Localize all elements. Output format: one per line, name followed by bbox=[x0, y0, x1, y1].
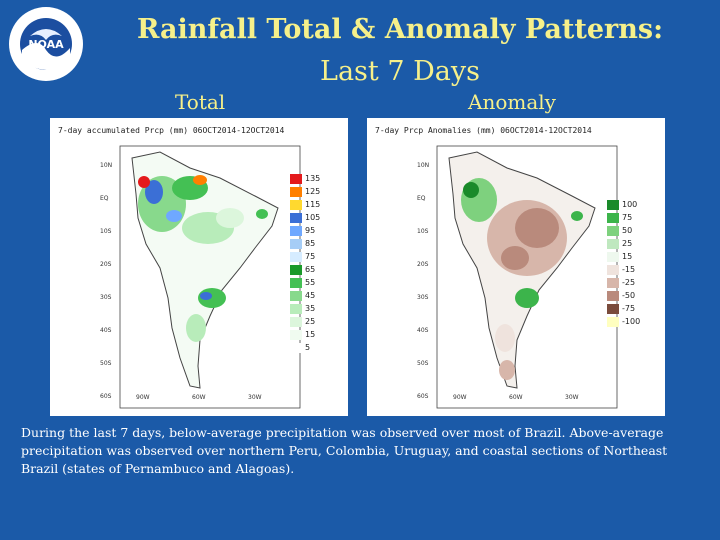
legend-value: -15 bbox=[622, 265, 636, 274]
legend-entry bbox=[290, 330, 330, 340]
y-tick-label: 40S bbox=[417, 327, 429, 334]
y-tick-label: 60S bbox=[100, 393, 112, 400]
legend-entry bbox=[607, 317, 647, 327]
slide-title: Rainfall Total & Anomaly Patterns: bbox=[136, 14, 664, 45]
legend-entry bbox=[290, 278, 330, 288]
legend-entry bbox=[290, 343, 330, 353]
legend-value: 125 bbox=[305, 187, 321, 196]
legend-swatch bbox=[290, 304, 302, 314]
legend-value: 5 bbox=[305, 343, 311, 352]
legend-entry bbox=[607, 265, 647, 275]
legend-value: 15 bbox=[622, 252, 633, 261]
legend-entry bbox=[290, 187, 330, 197]
x-tick-label: 60W bbox=[509, 394, 523, 401]
y-tick-label: 40S bbox=[100, 327, 112, 334]
y-tick-label: 10S bbox=[417, 228, 429, 235]
legend-entry bbox=[290, 291, 330, 301]
legend-value: 85 bbox=[305, 239, 316, 248]
legend-swatch bbox=[607, 291, 619, 301]
legend-swatch bbox=[290, 226, 302, 236]
legend-swatch bbox=[290, 239, 302, 249]
legend-value: -100 bbox=[622, 317, 641, 326]
legend-value: 45 bbox=[305, 291, 316, 300]
legend-entry bbox=[607, 213, 647, 223]
legend-value: 135 bbox=[305, 174, 321, 183]
y-tick-label: 10N bbox=[100, 162, 113, 169]
legend-swatch bbox=[607, 226, 619, 236]
legend-swatch bbox=[290, 291, 302, 301]
legend-value: 25 bbox=[622, 239, 633, 248]
legend-swatch bbox=[607, 200, 619, 210]
legend-entry bbox=[607, 200, 647, 210]
legend-swatch bbox=[290, 213, 302, 223]
legend-swatch bbox=[290, 174, 302, 184]
y-tick-label: 10S bbox=[100, 228, 112, 235]
caption-text: During the last 7 days, below-average precipitation was observed over most of Brazil. Above-average precipitation was observed over northern Peru, Colombia, Uruguay, and coastal sections of Northeast Brazil (states of Pernambuco and Alagoas). bbox=[21, 425, 668, 476]
total-map-title: 7-day accumulated Prcp (mm) 06OCT2014-12OCT2014 bbox=[58, 126, 285, 135]
legend-value: 15 bbox=[305, 330, 316, 339]
legend-swatch bbox=[290, 252, 302, 262]
total-column-label: Total bbox=[175, 90, 226, 114]
legend-entry bbox=[607, 252, 647, 262]
legend-entry bbox=[290, 317, 330, 327]
legend-entry bbox=[607, 278, 647, 288]
legend-value: -25 bbox=[622, 278, 636, 287]
x-tick-label: 90W bbox=[136, 394, 150, 401]
legend-entry bbox=[290, 200, 330, 210]
x-tick-label: 30W bbox=[248, 394, 262, 401]
legend-swatch bbox=[607, 239, 619, 249]
x-tick-label: 30W bbox=[565, 394, 579, 401]
legend-swatch bbox=[290, 187, 302, 197]
y-tick-label: 20S bbox=[417, 261, 429, 268]
legend-entry bbox=[290, 304, 330, 314]
legend-swatch bbox=[290, 317, 302, 327]
legend-swatch bbox=[290, 278, 302, 288]
y-tick-label: 20S bbox=[100, 261, 112, 268]
legend-entry bbox=[290, 213, 330, 223]
legend-value: 105 bbox=[305, 213, 321, 222]
y-tick-label: EQ bbox=[100, 195, 109, 202]
legend-swatch bbox=[607, 317, 619, 327]
logo-text: NOAA bbox=[28, 38, 64, 51]
legend-entry bbox=[607, 291, 647, 301]
legend-entry bbox=[607, 239, 647, 249]
anomaly-map-title: 7-day Prcp Anomalies (mm) 06OCT2014-12OCT2014 bbox=[375, 126, 592, 135]
y-tick-label: 50S bbox=[417, 360, 429, 367]
y-tick-label: 10N bbox=[417, 162, 430, 169]
legend-entry bbox=[290, 174, 330, 184]
legend-swatch bbox=[290, 343, 302, 353]
legend-entry bbox=[607, 304, 647, 314]
legend-value: 75 bbox=[305, 252, 316, 261]
legend-swatch bbox=[607, 278, 619, 288]
legend-value: 115 bbox=[305, 200, 321, 209]
legend-swatch bbox=[290, 265, 302, 275]
legend-entry bbox=[290, 252, 330, 262]
y-tick-label: 50S bbox=[100, 360, 112, 367]
x-tick-label: 60W bbox=[192, 394, 206, 401]
legend-entry bbox=[290, 265, 330, 275]
anomaly-precip-map bbox=[367, 118, 665, 416]
legend-value: 25 bbox=[305, 317, 316, 326]
legend-value: 35 bbox=[305, 304, 316, 313]
legend-value: 55 bbox=[305, 278, 316, 287]
y-tick-label: 30S bbox=[100, 294, 112, 301]
x-tick-label: 90W bbox=[453, 394, 467, 401]
legend-value: 65 bbox=[305, 265, 316, 274]
legend-swatch bbox=[607, 304, 619, 314]
legend-swatch bbox=[607, 213, 619, 223]
legend-value: -75 bbox=[622, 304, 636, 313]
anomaly-column-label: Anomaly bbox=[468, 90, 556, 114]
y-tick-label: 30S bbox=[417, 294, 429, 301]
legend-entry bbox=[290, 239, 330, 249]
y-tick-label: 60S bbox=[417, 393, 429, 400]
legend-value: 50 bbox=[622, 226, 633, 235]
legend-value: 75 bbox=[622, 213, 633, 222]
legend-swatch bbox=[607, 265, 619, 275]
legend-swatch bbox=[607, 252, 619, 262]
legend-value: 100 bbox=[622, 200, 638, 209]
slide-subtitle: Last 7 Days bbox=[320, 56, 480, 87]
total-precip-map bbox=[50, 118, 348, 416]
legend-entry bbox=[290, 226, 330, 236]
legend-entry bbox=[607, 226, 647, 236]
y-tick-label: EQ bbox=[417, 195, 426, 202]
legend-value: 95 bbox=[305, 226, 316, 235]
legend-value: -50 bbox=[622, 291, 636, 300]
legend-swatch bbox=[290, 200, 302, 210]
legend-swatch bbox=[290, 330, 302, 340]
